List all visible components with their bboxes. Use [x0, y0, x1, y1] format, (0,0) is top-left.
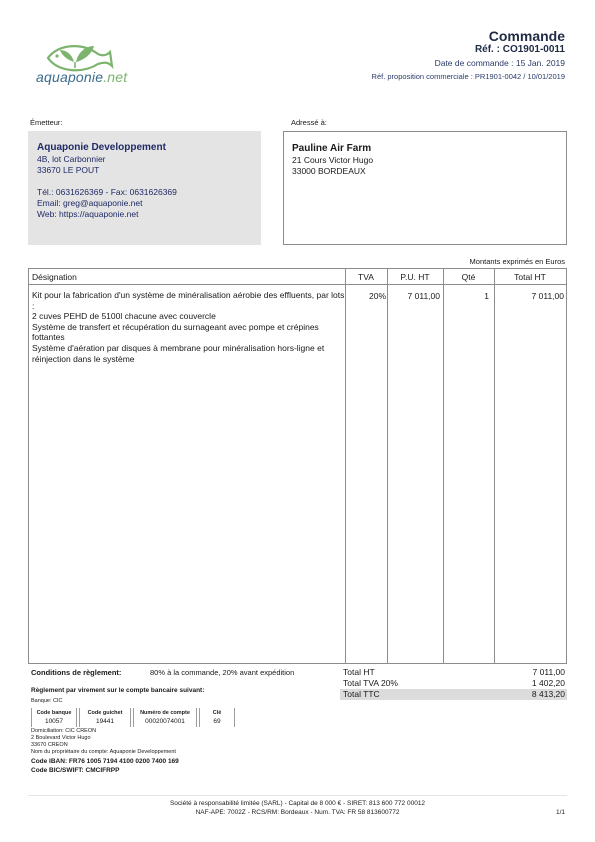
bank-transfer-label: Règlement par virement sur le compte bancaire suivant: [31, 687, 205, 694]
domiciliation-line: Nom du propriétaire du compte: Aquaponie Developpement [31, 749, 176, 755]
footer-divider [28, 795, 567, 796]
branch-code-cell [79, 708, 131, 727]
total-ht-row [340, 667, 567, 678]
header-unit-price: P.U. HT [400, 272, 430, 282]
key-value: 69 [213, 718, 221, 725]
sender-label: Émetteur: [30, 118, 63, 127]
column-divider [345, 269, 346, 663]
document-title: Commande [488, 28, 565, 44]
item-total: 7 011,00 [531, 291, 564, 301]
bank-code-header: Code banque [36, 710, 72, 716]
sender-box [28, 131, 261, 245]
sender-address-line2: 33670 LE POUT [37, 165, 100, 175]
footer-legal-line1: Société à responsabilité limitée (SARL) - Capital de 8 000 € - SIRET: 813 600 772 00012 [169, 800, 426, 807]
header-total: Total HT [514, 272, 546, 282]
recipient-address-line1: 21 Cours Victor Hugo [292, 155, 374, 165]
total-label: Total HT [343, 667, 375, 677]
account-number-cell [133, 708, 197, 727]
key-header: Clé [212, 710, 222, 716]
header-qty: Qté [461, 272, 476, 282]
payment-terms-value: 80% à la commande, 20% avant expédition [150, 668, 295, 677]
item-qty: 1 [484, 291, 489, 301]
total-vat-row [340, 678, 567, 689]
bank-name: Banque: CIC [31, 698, 63, 704]
sender-name: Aquaponie Developpement [37, 142, 166, 153]
item-vat: 20% [368, 291, 386, 301]
bank-code-cell [31, 708, 77, 727]
currency-note: Montants exprimés en Euros [469, 257, 565, 266]
order-date: Date de commande : 15 Jan. 2019 [434, 58, 565, 68]
bank-code-value: 10057 [44, 718, 64, 725]
total-value: 8 413,20 [531, 689, 565, 699]
bic-swift: Code BIC/SWIFT: CMCIFRPP [31, 767, 120, 774]
sender-phone-fax: Tél.: 0631626369 - Fax: 0631626369 [37, 187, 177, 197]
branch-code-header: Code guichet [87, 710, 123, 716]
items-table [28, 268, 567, 664]
column-divider [443, 269, 444, 663]
domiciliation-line: 33670 CREON [31, 742, 68, 748]
logo-wordmark: aquaponie.net [36, 69, 128, 85]
account-number-value: 00020074001 [145, 718, 185, 725]
iban: Code IBAN: FR76 1005 7194 4100 0200 7400 169 [31, 758, 179, 765]
order-reference: Réf. : CO1901-0011 [474, 44, 565, 55]
description-line: 2 cuves PEHD de 5100l chacune avec couvercle [32, 311, 216, 322]
header-designation: Désignation [32, 272, 77, 282]
domiciliation-line: Domiciliation: CIC CREON [31, 728, 97, 734]
total-label: Total TVA 20% [343, 678, 398, 688]
domiciliation-line: 2 Boulevard Victor Hugo [31, 735, 91, 741]
description-line: Kit pour la fabrication d'un système de minéralisation aérobie des effluents, par lots : [32, 290, 345, 311]
column-divider [387, 269, 388, 663]
recipient-box [283, 131, 567, 245]
total-ttc-row [340, 689, 567, 700]
key-cell [199, 708, 235, 727]
recipient-label: Adressé à: [291, 118, 327, 127]
header-vat: TVA [358, 272, 374, 282]
description-line: Système de transfert et récupération du surnageant avec pompe et crépines fottantes [32, 321, 319, 343]
sender-email: Email: greg@aquaponie.net [37, 198, 143, 208]
column-divider [494, 269, 495, 663]
branch-code-value: 19441 [95, 718, 115, 725]
total-label: Total TTC [343, 689, 380, 699]
total-value: 1 402,20 [531, 678, 565, 688]
total-value: 7 011,00 [532, 667, 565, 677]
item-unit-price: 7 011,00 [407, 291, 440, 301]
description-line: Système d'aération par disques à membrane pour minéralisation hors-ligne et réinjection dans le système [32, 342, 325, 364]
account-number-header: Numéro de compte [140, 710, 190, 716]
proposal-reference: Réf. proposition commerciale : PR1901-0042 / 10/01/2019 [371, 72, 565, 81]
recipient-name: Pauline Air Farm [292, 143, 372, 154]
payment-terms-label: Conditions de règlement: [31, 668, 122, 677]
sender-address-line1: 4B, lot Carbonnier [37, 154, 106, 164]
item-description [32, 290, 345, 364]
footer-legal-line2: NAF-APE: 7002Z - RCS/RM: Bordeaux - Num. TVA: FR 58 813600772 [195, 809, 400, 816]
recipient-address-line2: 33000 BORDEAUX [292, 166, 366, 176]
sender-web: Web: https://aquaponie.net [37, 209, 139, 219]
page-number: 1/1 [555, 809, 565, 816]
